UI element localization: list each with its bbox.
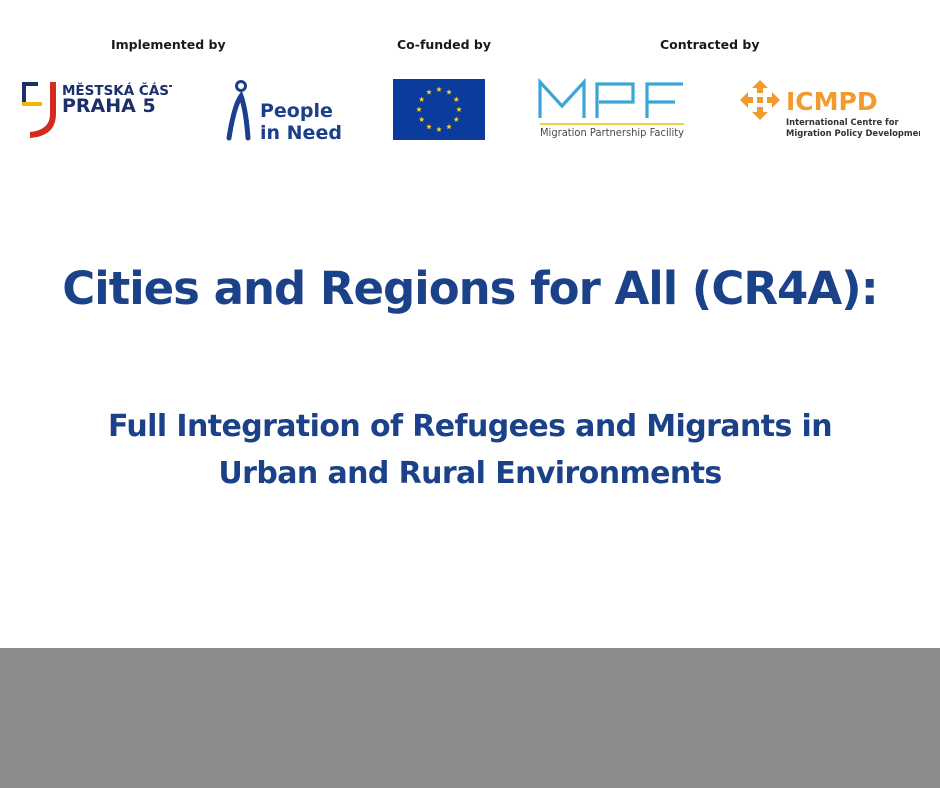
footer-band (0, 648, 940, 788)
contracted-by-label: Contracted by (660, 37, 760, 52)
page-title: Cities and Regions for All (CR4A): (62, 262, 878, 315)
praha5-line1: MĚSTSKÁ ČÁST (62, 83, 172, 99)
page-subtitle (0, 403, 940, 497)
arrows-compass-icon (740, 80, 780, 120)
mpf-mark-icon (540, 82, 683, 118)
icmpd-mark: ICMPD (786, 87, 878, 116)
eu-flag-icon (393, 79, 485, 140)
mpf-logo (537, 78, 689, 142)
pin-line1: People (260, 100, 333, 122)
implemented-by-label: Implemented by (111, 37, 226, 52)
mpf-text: Migration Partnership Facility (540, 127, 684, 139)
icmpd-line1: International Centre for (786, 117, 899, 127)
icmpd-line2: Migration Policy Development (786, 128, 920, 138)
praha5-logo (20, 78, 172, 142)
pin-line2: in Need (260, 122, 342, 142)
people-in-need-logo (224, 80, 346, 142)
subtitle-line-1: Full Integration of Refugees and Migrants in (108, 409, 832, 444)
praha5-line2: PRAHA 5 (62, 95, 156, 117)
person-figure-icon (229, 82, 248, 139)
eu-flag-logo (393, 79, 485, 140)
praha5-emblem-icon (20, 78, 172, 142)
co-funded-by-label: Co-funded by (397, 37, 492, 52)
icmpd-logo (738, 78, 920, 142)
subtitle-line-2: Urban and Rural Environments (218, 456, 722, 491)
